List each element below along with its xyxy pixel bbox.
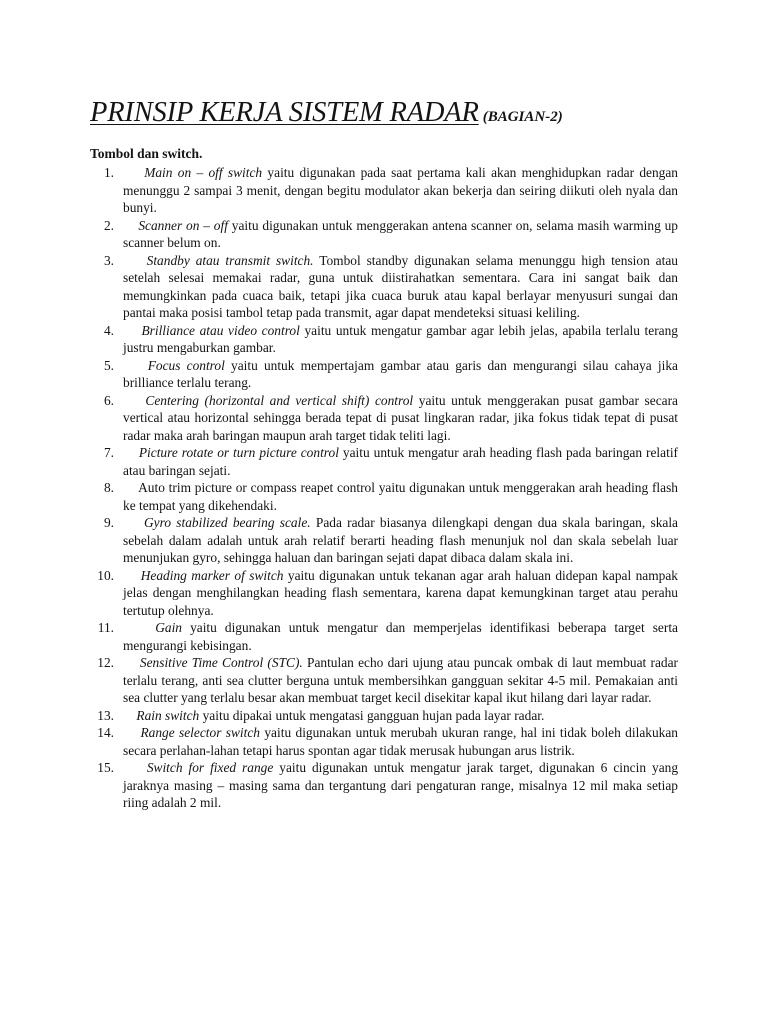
list-item-content (123, 393, 678, 443)
list-item (90, 357, 678, 392)
list-item-term: Focus control (147, 357, 225, 373)
list-item-number: 8. (103, 480, 114, 495)
list-item-number: 1. (103, 165, 114, 180)
list-item-content (123, 218, 678, 251)
list-item-text: yaitu untuk mempertajam gambar atau garis dan mengurangi silau cahaya jika brilliance terlalu terang. (123, 357, 678, 390)
list-item-term: Switch for fixed range (146, 760, 274, 775)
list-item-term: Sensitive Time Control (STC). (139, 655, 303, 670)
list-item-term: Heading marker of switch (140, 567, 284, 583)
list-item-content (123, 445, 678, 478)
list-item (90, 322, 678, 357)
list-item-text: Tombol standby digunakan selama menunggu high tension atau setelah selesai memakai radar, guna untuk diistirahatkan sementara. Cara ini sangat baik dan memungkinkan pada cuaca baik, tetapi jika cuaca buruk atau kapal berlayar menyusuri sungai dan pantai maka posisi tambol tetap pada transmit, agar dapat mendeteksi situasi keliling. (123, 252, 678, 320)
list-item-text: yaitu digunakan untuk mengatur jarak target, digunakan 6 cincin yang jaraknya masing – masing sama dan tergantung dari pengaturan range, misalnya 12 mil maka setiap riing adalah 2 mil. (123, 760, 679, 810)
list-item-number: 7. (103, 445, 114, 460)
list-item-content (123, 620, 678, 653)
list-item-text: Pada radar biasanya dilengkapi dengan dua skala baringan, skala sebelah dalam adalah untuk arah relatif berarti heading flash menunjuk nol dan skala sebelah luar menunjukan gyro, sehingga haluan dan baringan sejati dapat dibaca dalam skala ini. (123, 515, 678, 565)
list-item-term: Rain switch (136, 707, 200, 723)
list-item-content (123, 253, 678, 321)
list-item-term: Centering (horizontal and vertical shift) control (145, 392, 414, 408)
list-item (90, 724, 678, 759)
list-item-content (123, 358, 678, 391)
list-item (90, 252, 678, 322)
list-item-text: yaitu digunakan untuk tekanan agar arah haluan didepan kapal nampak jelas dengan menghilangkan heading flash sementara, karena dapat kemungkinan target atau perahu tertutup olehnya. (123, 567, 678, 618)
title-subtitle: (BAGIAN-2) (482, 109, 563, 125)
switch-list (90, 164, 678, 812)
list-item-content (123, 323, 678, 356)
list-item-number: 15. (97, 760, 114, 775)
list-item-number: 4. (103, 322, 114, 338)
list-item-term: Standby atau transmit switch. (146, 252, 314, 268)
list-item-text: yaitu digunakan untuk mengatur dan memperjelas identifikasi beberapa target serta mengurangi kebisingan. (123, 620, 678, 653)
list-item-number: 11. (97, 620, 114, 635)
list-item-text: yaitu digunakan pada saat pertama kali akan menghidupkan radar dengan menunggu 2 sampai 3 menit, dengan begitu modulator akan bekerja dan seiring diikuti oleh nyala dan bunyi. (123, 165, 679, 215)
page-title (90, 92, 563, 129)
list-item-number: 13. (97, 707, 114, 723)
list-item-term: Scanner on – off (138, 217, 228, 233)
list-item-text: yaitu dipakai untuk mengatasi gangguan hujan pada layar radar. (199, 707, 545, 723)
list-item (90, 707, 678, 725)
list-item-term: Range selector switch (140, 725, 260, 740)
list-item-term: Picture rotate or turn picture control (138, 445, 339, 460)
list-item-text: yaitu untuk menggerakan pusat gambar secara vertical atau horizontal sehingga berada tepat di pusat lingkaran radar, jika fokus tidak tepat di pusat radar maka arah baringan maupun arah target tidak teliti lagi. (123, 392, 678, 443)
list-item-text: yaitu digunakan untuk menggerakan antena scanner on, selama masih warming up scanner belum on. (123, 217, 678, 250)
list-item-content (123, 480, 678, 513)
section-heading: Tombol dan switch. (90, 146, 203, 161)
list-item (90, 392, 678, 445)
list-item-text: yaitu untuk mengatur gambar agar lebih jelas, apabila terlalu terang justru mengaburkan gambar. (123, 322, 678, 355)
list-item-content (123, 515, 678, 565)
list-item-term: Brilliance atau video control (141, 322, 300, 338)
list-item-term: Gain (155, 620, 183, 635)
list-item-term: Gyro stabilized bearing scale. (144, 515, 311, 530)
list-item-content (123, 725, 678, 758)
list-item-number: 12. (97, 655, 114, 670)
list-item-number: 5. (103, 357, 114, 373)
list-item (90, 759, 678, 812)
list-item-text: yaitu untuk mengatur arah heading flash pada baringan relatif atau baringan sejati. (123, 445, 679, 478)
list-item-number: 9. (103, 515, 114, 530)
list-item-text: Pantulan echo dari ujung atau puncak ombak di laut membuat radar terlalu terang, anti sea clutter berguna untuk membersihkan gangguan sekitar 4-5 mil. Pemakaian anti sea clutter yang terlalu besar akan membuat target kecil disekitar kapal ikut hilang dari layar radar. (123, 655, 678, 705)
list-item-content (123, 568, 678, 618)
list-item-content (123, 760, 678, 810)
list-item-number: 10. (97, 567, 114, 583)
list-item-number: 14. (97, 725, 114, 740)
list-item (90, 514, 678, 567)
list-item (90, 479, 678, 514)
list-item (90, 567, 678, 620)
list-item (90, 164, 678, 217)
list-item-content (123, 655, 678, 705)
list-item-term: Main on – off switch (144, 165, 263, 180)
list-item (90, 217, 678, 252)
list-item (90, 654, 678, 707)
list-item-text: yaitu digunakan untuk merubah ukuran range, hal ini tidak boleh dilakukan secara perlahan-lahan tetapi harus spontan agar tidak merusak hubungan arus listrik. (123, 725, 678, 758)
list-item-content (123, 708, 544, 723)
list-item-number: 3. (103, 252, 114, 268)
list-item-number: 6. (103, 392, 114, 408)
list-item-text: Auto trim picture or compass reapet control yaitu digunakan untuk menggerakan arah heading flash ke tempat yang dikehendaki. (123, 480, 679, 513)
title-main: PRINSIP KERJA SISTEM RADAR (90, 97, 479, 128)
list-item (90, 619, 678, 654)
list-item-number: 2. (103, 217, 114, 233)
list-item-content (123, 165, 678, 215)
list-item (90, 444, 678, 479)
